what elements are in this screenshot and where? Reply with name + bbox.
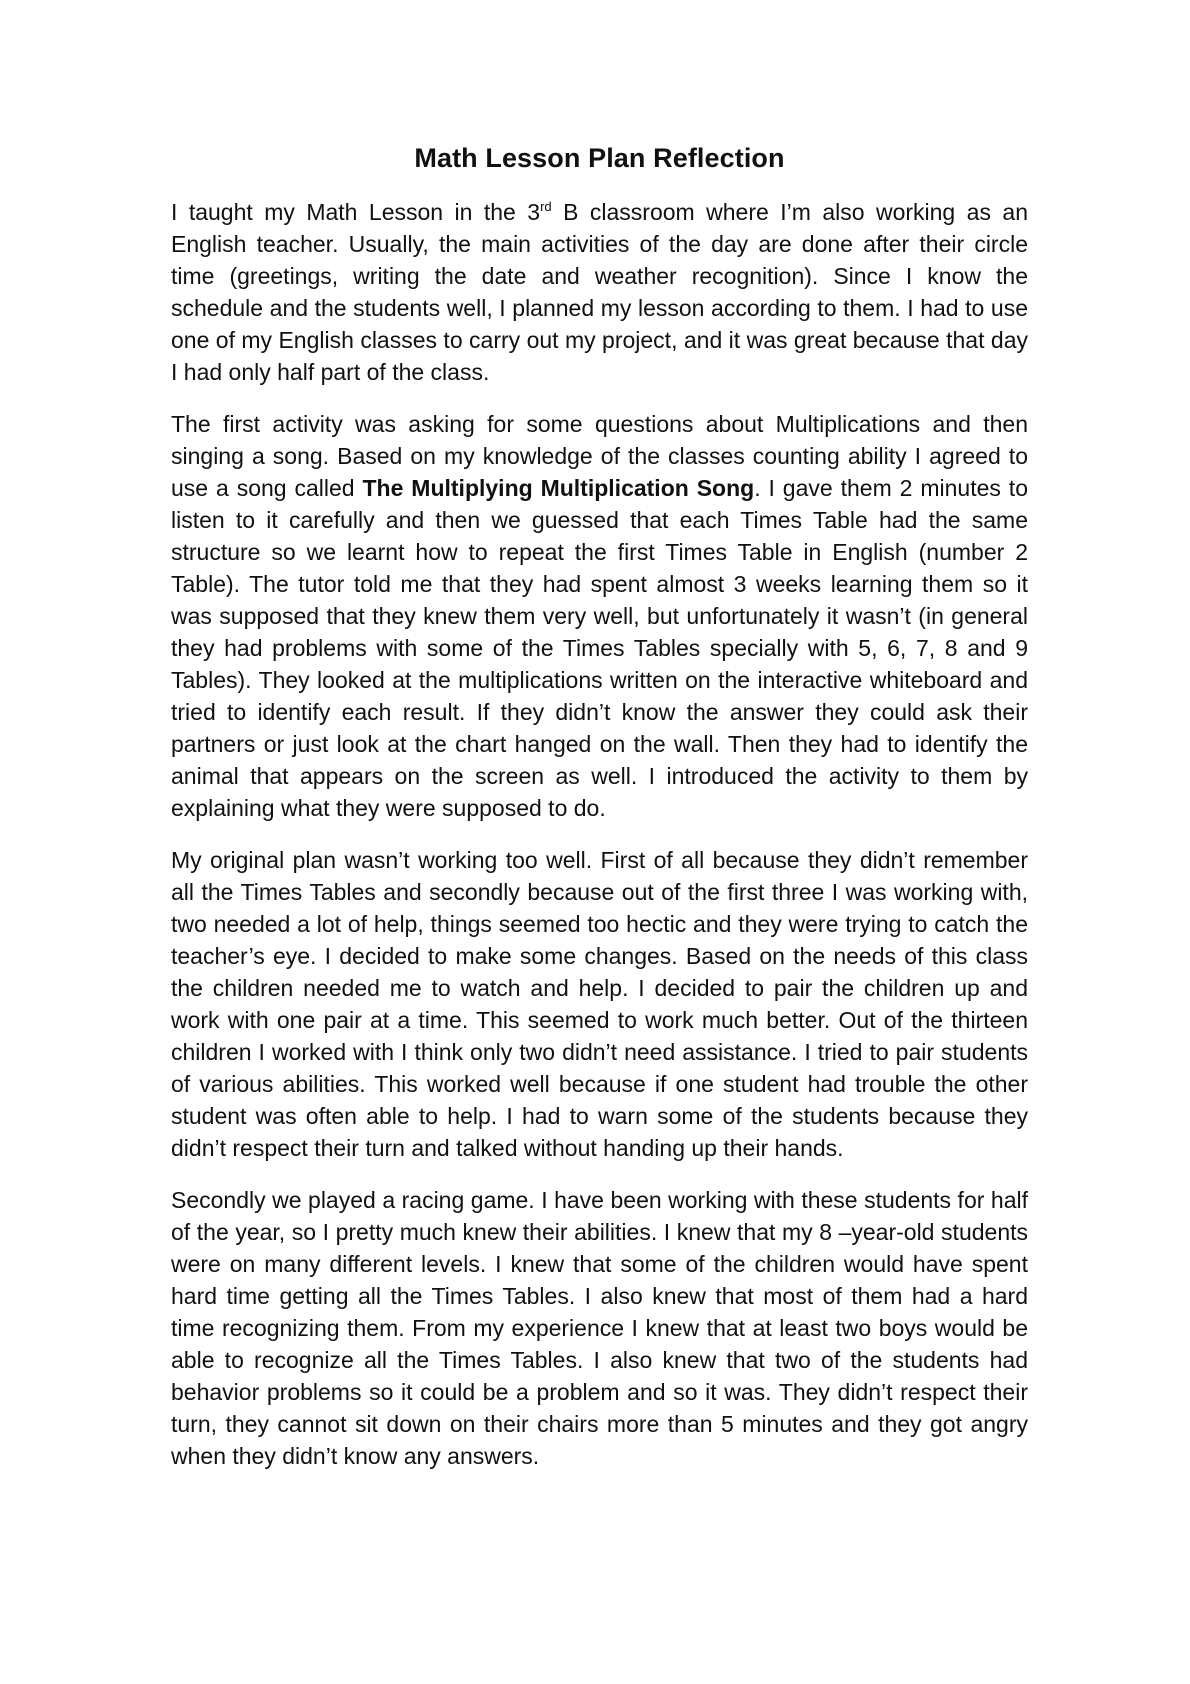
paragraph-2-text-b: . I gave them 2 minutes to listen to it carefully and then we guessed that each Times Table had the same structure so we learnt how to repeat the first Times Table in English (number 2 Table). The tutor told me that they had spent almost 3 weeks learning them so it was supposed that they knew them very well, but unfortunately it wasn’t (in general they had problems with some of the Times Tables specially with 5, 6, 7, 8 and 9 Tables). They looked at the multiplications written on the interactive whiteboard and tried to identify each result. If they didn’t know the answer they could ask their partners or just look at the chart hanged on the wall. Then they had to identify the animal that appears on the screen as well. I introduced the activity to them by explaining what they were supposed to do. [171,475,1028,821]
document-title: Math Lesson Plan Reflection [414,143,785,173]
song-title: The Multiplying Multiplication Song [362,475,755,501]
paragraph-1-text-b: B classroom where I’m also working as an English teacher. Usually, the main activities of the day are done after their circle time (greetings, writing the date and weather recognition). Since I know the schedule and the students well, I planned my lesson according to them. I had to use one of my English classes to carry out my project, and it was great because that day I had only half part of the class. [171,199,1028,385]
paragraph-1 [171,196,1028,388]
document-page [171,138,1028,1492]
paragraph-2 [171,408,1028,824]
paragraph-4: Secondly we played a racing game. I have been working with these students for half of the year, so I pretty much knew their abilities. I knew that my 8 –year-old students were on many different levels. I knew that some of the children would have spent hard time getting all the Times Tables. I also knew that most of them had a hard time recognizing them. From my experience I knew that at least two boys would be able to recognize all the Times Tables. I also knew that two of the students had behavior problems so it could be a problem and so it was. They didn’t respect their turn, they cannot sit down on their chairs more than 5 minutes and they got angry when they didn’t know any answers. [171,1187,1028,1469]
ordinal-superscript: rd [540,199,552,214]
paragraph-1-text-a: I taught my Math Lesson in the 3 [171,199,541,225]
paragraph-3: My original plan wasn’t working too well. First of all because they didn’t remember all the Times Tables and secondly because out of the first three I was working with, two needed a lot of help, things seemed too hectic and they were trying to catch the teacher’s eye. I decided to make some changes. Based on the needs of this class the children needed me to watch and help. I decided to pair the children up and work with one pair at a time. This seemed to work much better. Out of the thirteen children I worked with I think only two didn’t need assistance. I tried to pair students of various abilities. This worked well because if one student had trouble the other student was often able to help. I had to warn some of the students because they didn’t respect their turn and talked without handing up their hands. [171,847,1028,1161]
paragraph-2-text-a: The first activity was asking for some questions about Multiplications and then singing a song. Based on my knowledge of the classes counting ability I agreed to use a song called [171,411,1028,501]
